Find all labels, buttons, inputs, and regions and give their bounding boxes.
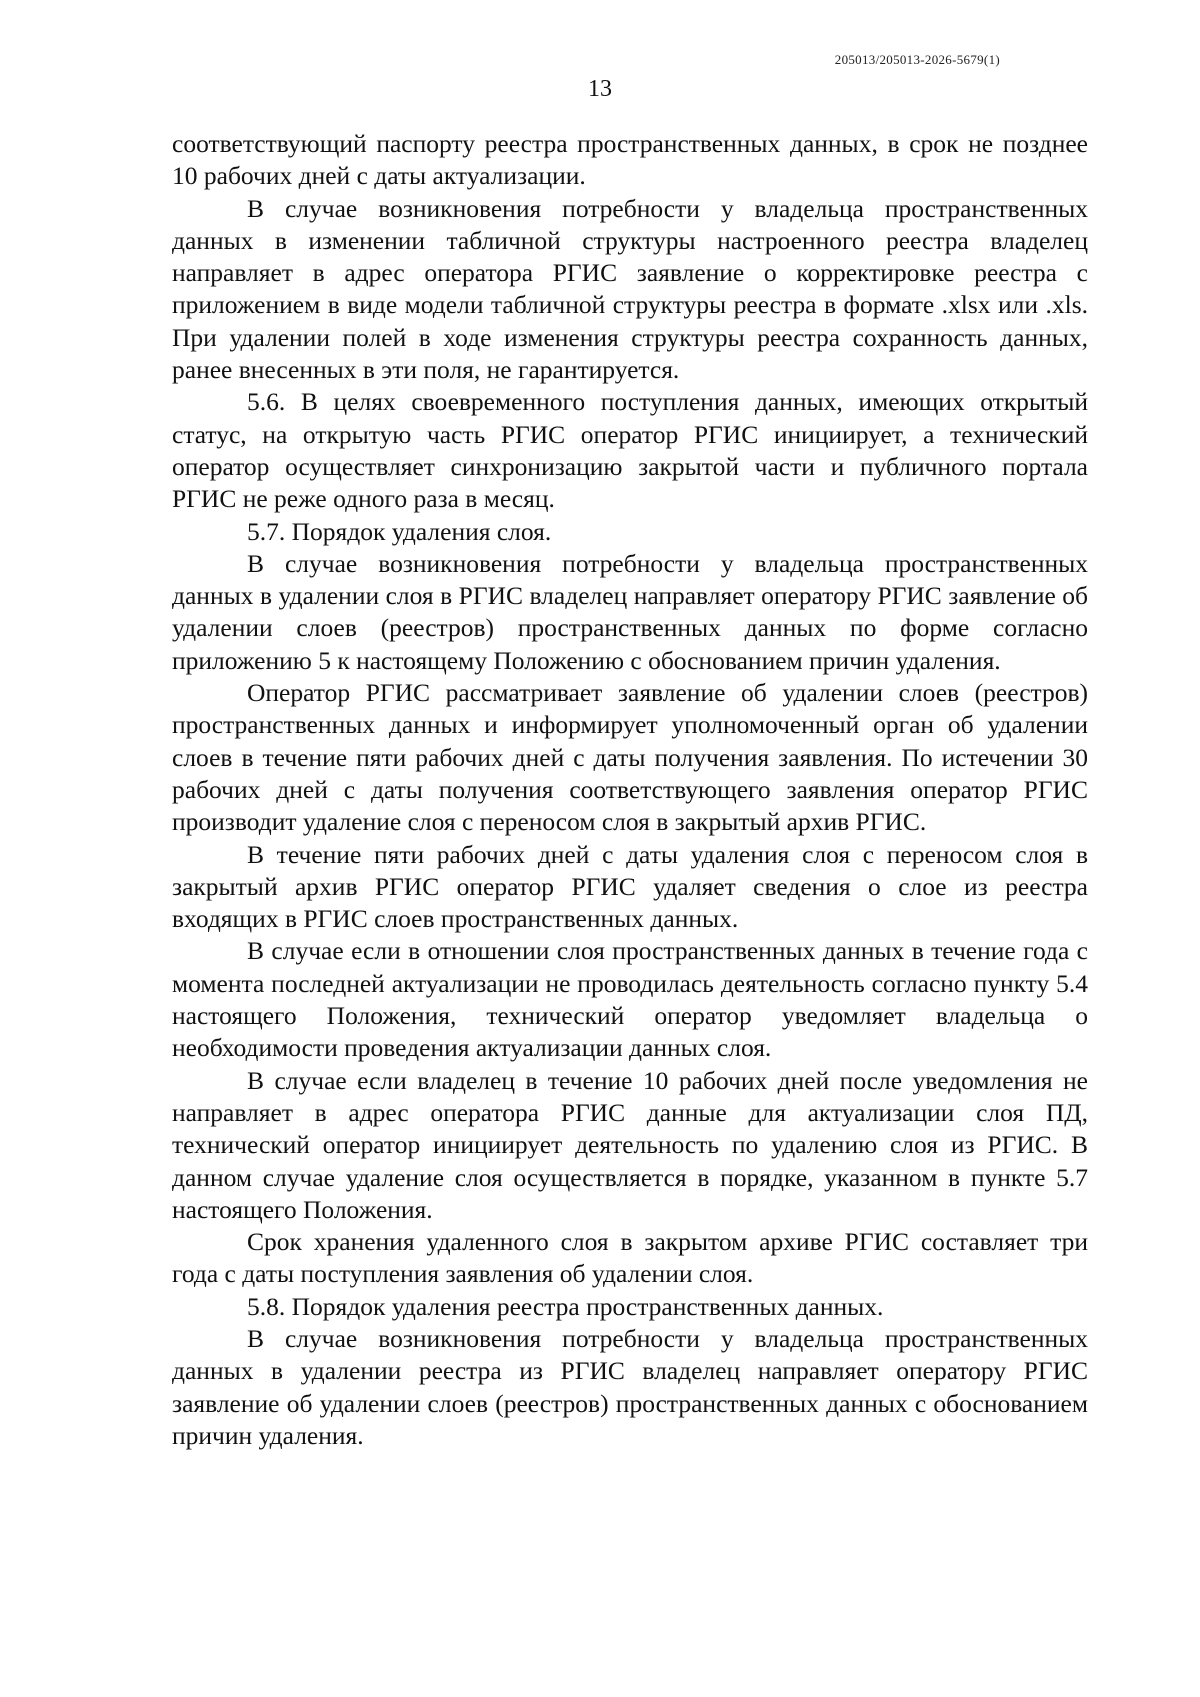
paragraph-registry-removal-request: В случае возникновения потребности у владельца пространственных данных в удалении реестра из РГИС владелец направляет оператору РГИС заявление об удалении слоев (реестров) пространственных данных с обоснованием причин удаления. <box>172 1323 1088 1450</box>
paragraph-continuation: соответствующий паспорту реестра пространственных данных, в срок не позднее 10 рабочих дней с даты актуализации. <box>172 129 1088 191</box>
paragraph-inactivity-notice: В случае если в отношении слоя пространственных данных в течение года с момента последней актуализации не проводилась деятельность согласно пункту 5.4 настоящего Положения, технический оператор уведомляет владельца о необходимости проведения актуализации данных слоя. <box>172 936 1088 1063</box>
paragraph-registry-update: В течение пяти рабочих дней с даты удаления слоя с переносом слоя в закрытый архив РГИС оператор РГИС удаляет сведения о слое из реестра входящих в РГИС слоев пространственных данных. <box>172 839 1088 934</box>
paragraph-owner-no-response: В случае если владелец в течение 10 рабочих дней после уведомления не направляет в адрес оператора РГИС данные для актуализации слоя ПД, технический оператор инициирует деятельность по удалению слоя из РГИС. В данном случае удаление слоя осуществляется в порядке, указанном в пункте 5.7 настоящего Положения. <box>172 1065 1088 1224</box>
paragraph-operator-review: Оператор РГИС рассматривает заявление об удалении слоев (реестров) пространственных данных и информирует уполномоченный орган об удалении слоев в течение пяти рабочих дней с даты получения заявления. По истечении 30 рабочих дней с даты получения соответствующего заявления оператор РГИС производит удаление слоя с переносом слоя в закрытый архив РГИС. <box>172 678 1088 837</box>
paragraph-5-6-sync: 5.6. В целях своевременного поступления данных, имеющих открытый статус, на открытую часть РГИС оператор РГИС инициирует, а технический оператор осуществляет синхронизацию закрытой части и публичного портала РГИС не реже одного раза в месяц. <box>172 387 1088 514</box>
document-body <box>172 128 1088 1452</box>
paragraph-archive-retention: Срок хранения удаленного слоя в закрытом архиве РГИС составляет три года с даты поступления заявления об удалении слоя. <box>172 1227 1088 1289</box>
paragraph-layer-removal-request: В случае возникновения потребности у владельца пространственных данных в удалении слоя в РГИС владелец направляет оператору РГИС заявление об удалении слоев (реестров) пространственных данных по форме согласно приложению 5 к настоящему Положению с обоснованием причин удаления. <box>172 548 1088 675</box>
paragraph-table-structure-change: В случае возникновения потребности у владельца пространственных данных в изменении табличной структуры настроенного реестра владелец направляет в адрес оператора РГИС заявление о корректировке реестра с приложением в виде модели табличной структуры реестра в формате .xlsx или .xls. При удалении полей в ходе изменения структуры реестра сохранность данных, ранее внесенных в эти поля, не гарантируется. <box>172 193 1088 385</box>
heading-5-7-layer-removal: 5.7. Порядок удаления слоя. <box>247 516 552 546</box>
page-number: 13 <box>588 76 612 102</box>
document-id: 205013/205013-2026-5679(1) <box>834 52 1000 67</box>
heading-5-8-registry-removal: 5.8. Порядок удаления реестра пространственных данных. <box>247 1291 884 1321</box>
